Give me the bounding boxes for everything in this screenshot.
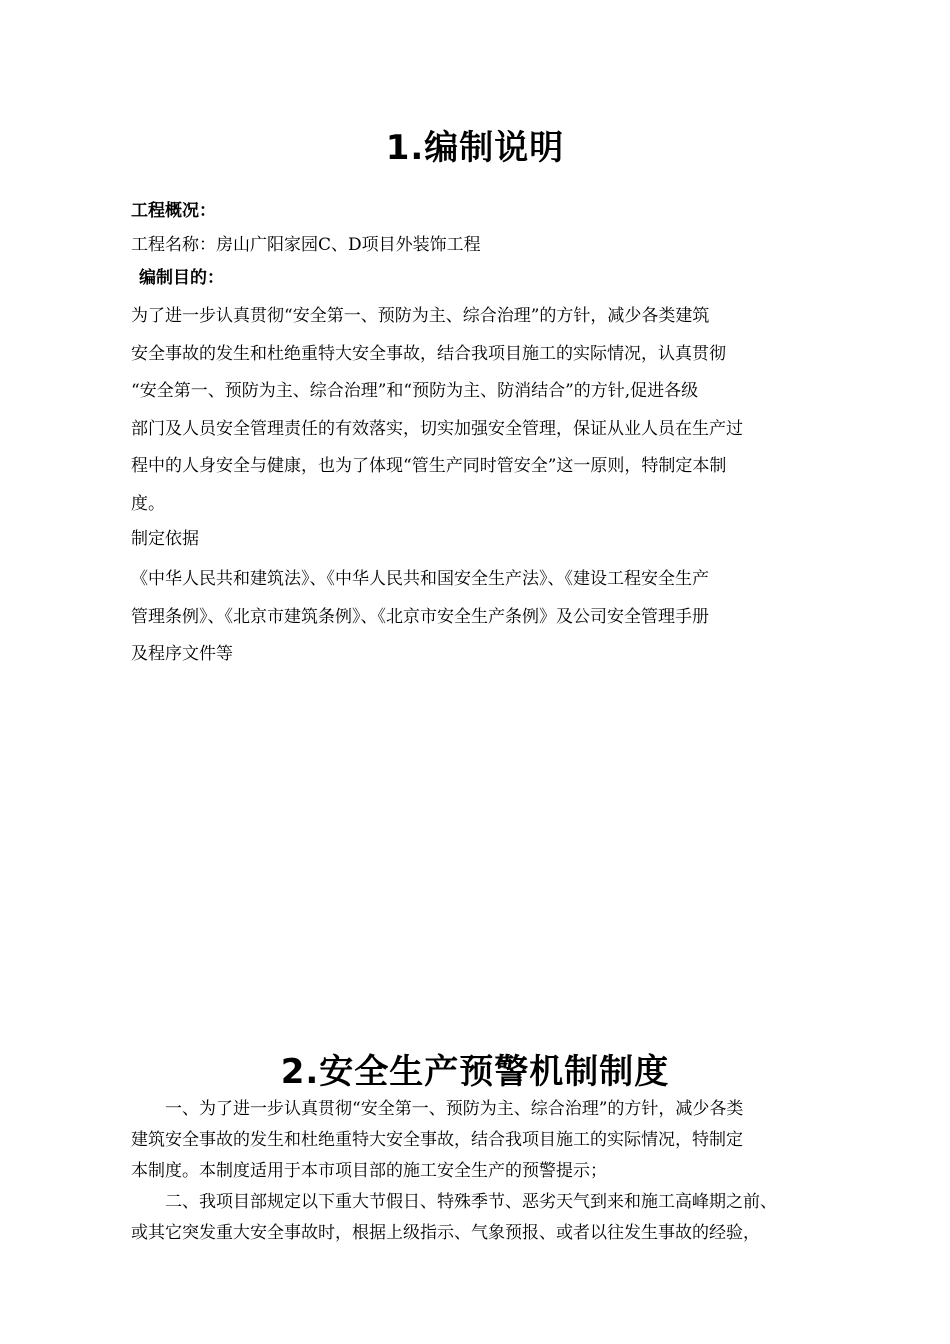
purpose-line: 程中的人身安全与健康，也为了体现“管生产同时管安全”这一原则，特制定本制 <box>131 456 727 476</box>
basis-line: 《中华人民共和建筑法》、《中华人民共和国安全生产法》、《建设工程安全生产 <box>131 569 709 589</box>
purpose-line: 为了进一步认真贯彻“安全第一、预防为主、综合治理”的方针，减少各类建筑 <box>131 306 710 326</box>
section-1-title: 1.编制说明 <box>385 128 565 168</box>
section-2-title: 2.安全生产预警机制制度 <box>280 1052 670 1092</box>
purpose-line: “安全第一、预防为主、综合治理”和“预防为主、防消结合”的方针,促进各级 <box>131 381 699 401</box>
purpose-label: 编制目的： <box>139 268 224 288</box>
purpose-line: 部门及人员安全管理责任的有效落实，切实加强安全管理，保证从业人员在生产过 <box>131 418 743 439</box>
basis-line: 及程序文件等 <box>131 644 233 664</box>
basis-label: 制定依据 <box>131 529 199 549</box>
section-2-line: 本制度。本制度适用于本市项目部的施工安全生产的预警提示； <box>131 1161 607 1181</box>
section-2-line: 二、我项目部规定以下重大节假日、特殊季节、恶劣天气到来和施工高峰期之前、 <box>131 1192 777 1212</box>
purpose-line: 度。 <box>131 493 165 514</box>
section-2-line: 或其它突发重大安全事故时，根据上级指示、气象预报、或者以往发生事故的经验， <box>131 1223 760 1243</box>
project-name-line: 工程名称：房山广阳家园C、D项目外装饰工程 <box>131 235 481 255</box>
section-2-line: 一、为了进一步认真贯彻“安全第一、预防为主、综合治理”的方针，减少各类 <box>131 1099 744 1119</box>
section-2-line: 建筑安全事故的发生和杜绝重特大安全事故，结合我项目施工的实际情况，特制定 <box>131 1130 743 1150</box>
purpose-line: 安全事故的发生和杜绝重特大安全事故，结合我项目施工的实际情况，认真贯彻 <box>131 343 726 364</box>
overview-label: 工程概况： <box>131 201 216 221</box>
basis-line: 管理条例》、《北京市建筑条例》、《北京市安全生产条例》及公司安全管理手册 <box>131 606 709 627</box>
basis-paragraph <box>131 561 836 674</box>
purpose-paragraph <box>131 298 836 523</box>
section-2-paragraph <box>131 1094 836 1249</box>
